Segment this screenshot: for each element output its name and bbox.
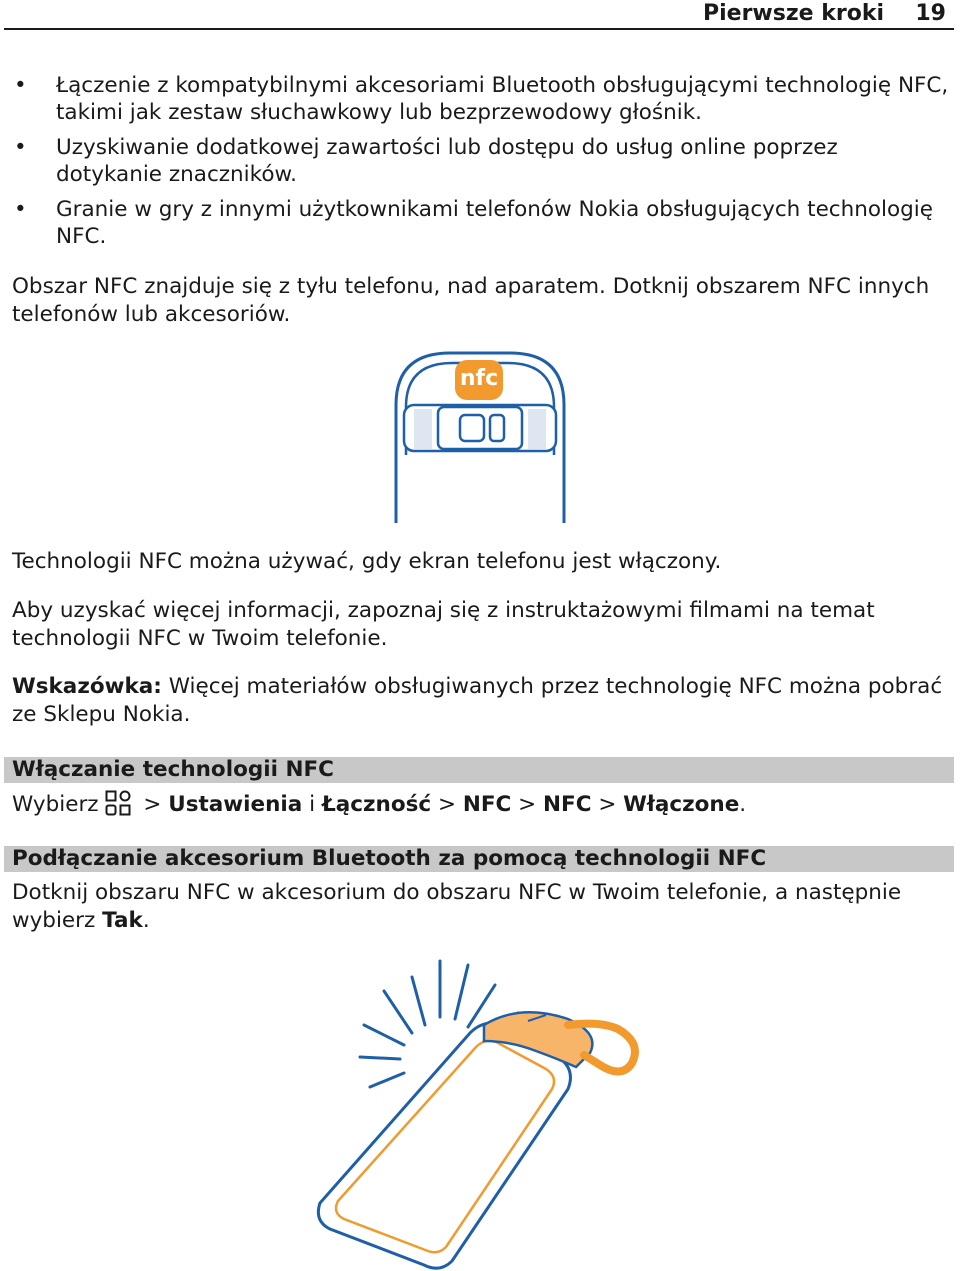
connect-accessory-instructions: Dotknij obszaru NFC w akcesorium do obszaru NFC w Twoim telefonie, a następnie wybierz Tak. [12, 880, 902, 933]
feature-list [0, 72, 950, 258]
menu-path-on: Włączone [623, 792, 740, 817]
more-info-paragraph: Aby uzyskać więcej informacji, zapoznaj się z instruktażowymi filmami na temat technologii NFC w Twoim telefonie. [12, 598, 875, 651]
menu-path-nfc-option: NFC [543, 792, 592, 817]
section-title: Włączanie technologii NFC [12, 757, 334, 782]
tip-label: Wskazówka: [12, 674, 162, 699]
option-yes: Tak [102, 908, 143, 933]
section-header-enable-nfc [4, 757, 954, 783]
page-header [4, 0, 954, 30]
nfc-area-paragraph: Obszar NFC znajduje się z tyłu telefonu, nad aparatem. Dotknij obszarem NFC innych telefonów lub akcesoriów. [12, 274, 930, 327]
list-item: • Łączenie z kompatybilnymi akcesoriami Bluetooth obsługującymi technologię NFC, takimi jak zestaw słuchawkowy lub bezprzewodowy głośnik. [14, 73, 949, 125]
screen-on-paragraph: Technologii NFC można używać, gdy ekran telefonu jest włączony. [12, 549, 722, 574]
phone-headset-illustration [300, 955, 660, 1271]
enable-nfc-instructions: Wybierz > Ustawienia i Łączność > NFC > NFC > Włączone. [12, 790, 952, 824]
menu-path-nfc: NFC [462, 792, 512, 817]
tip-text: Więcej materiałów obsługiwanych przez technologię NFC można pobrać ze Sklepu Nokia. [12, 674, 943, 727]
header-section-title: Pierwsze kroki [702, 1, 884, 26]
nfc-logo-text: nfc [459, 366, 499, 391]
section-header-connect-accessory [4, 846, 954, 872]
list-item: • Granie w gry z innymi użytkownikami telefonów Nokia obsługujących technologię NFC. [14, 197, 934, 249]
menu-path-settings: Ustawienia [168, 792, 303, 817]
menu-grid-icon [105, 790, 131, 824]
tip-paragraph [12, 673, 952, 729]
page-number: 19 [915, 1, 946, 26]
section-title: Podłączanie akcesorium Bluetooth za pomocą technologii NFC [12, 846, 767, 871]
menu-path-connectivity: Łączność [321, 792, 432, 817]
list-item: • Uzyskiwanie dodatkowej zawartości lub dostępu do usług online poprzez dotykanie znaczników. [14, 135, 838, 187]
